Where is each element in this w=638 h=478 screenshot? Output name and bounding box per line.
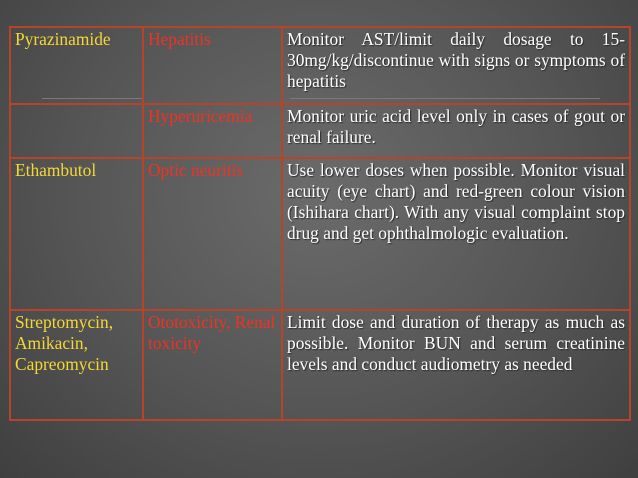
adverse-effects-table (9, 26, 631, 421)
divider-line (42, 98, 142, 99)
divider-line (290, 98, 600, 99)
side-effect-cell: Optic neuritis (143, 158, 282, 310)
drug-cell: Ethambutol (10, 158, 143, 310)
management-cell: Monitor uric acid level only in cases of gout or renal failure. (282, 104, 630, 158)
drug-cell: Streptomycin, Amikacin, Capreomycin (10, 310, 143, 420)
table-row (10, 104, 630, 158)
side-effect-cell: Ototoxicity, Renal toxicity (143, 310, 282, 420)
drug-cell (10, 104, 143, 158)
side-effect-cell: Hyperuricemia (143, 104, 282, 158)
management-cell: Use lower doses when possible. Monitor visual acuity (eye chart) and red-green colour vision (Ishihara chart). With any visual complaint stop drug and get ophthalmologic evaluation. (282, 158, 630, 310)
table-row (10, 158, 630, 310)
table-row (10, 27, 630, 104)
management-cell: Monitor AST/limit daily dosage to 15-30mg/kg/discontinue with signs or symptoms of hepatitis (282, 27, 630, 104)
drug-cell: Pyrazinamide (10, 27, 143, 104)
management-cell: Limit dose and duration of therapy as much as possible. Monitor BUN and serum creatinine levels and conduct audiometry as needed (282, 310, 630, 420)
side-effect-cell: Hepatitis (143, 27, 282, 104)
table-row (10, 310, 630, 420)
